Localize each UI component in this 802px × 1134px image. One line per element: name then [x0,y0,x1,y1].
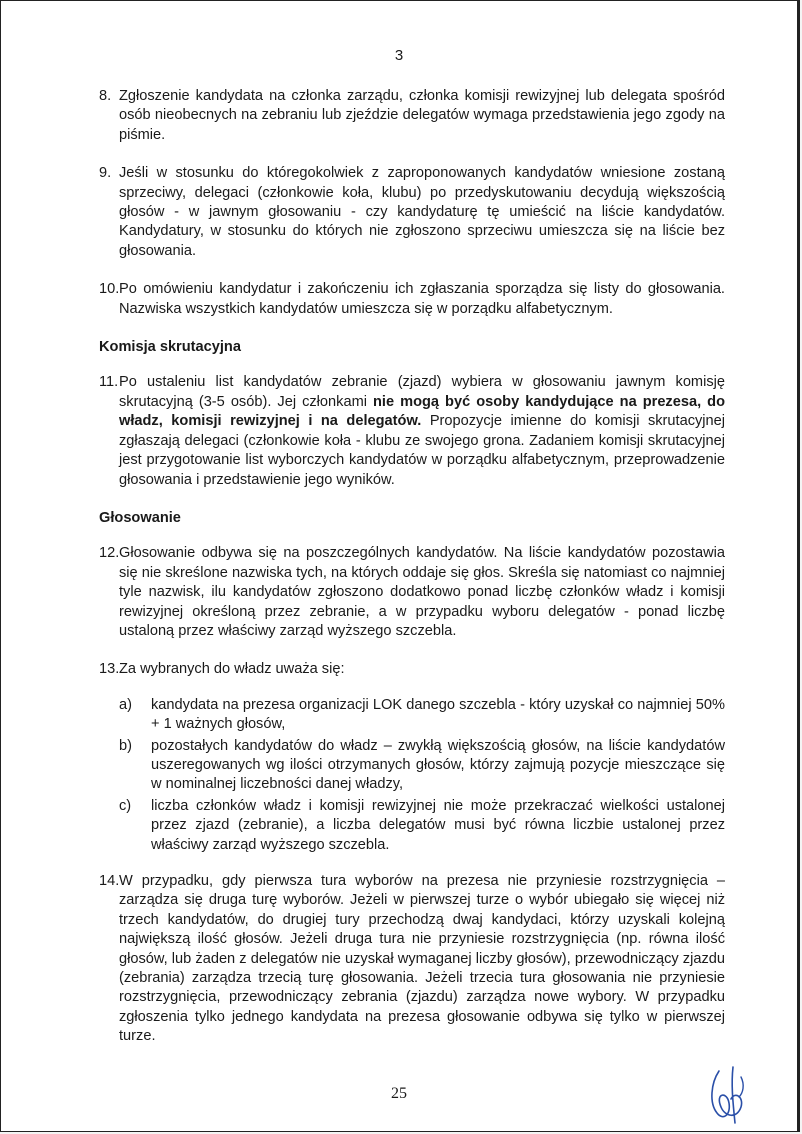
paragraph-text: Po ustaleniu list kandydatów zebranie (zjazd) wybiera w głosowaniu jawnym komisję skrutacyjną (3-5 osób). Jej członkami [119,374,725,410]
paragraph-bold-text: nie mogą być osoby kandydujące na prezesa, do władz, komisji rewizyjnej i na delegatów. [119,393,725,430]
sublist-text: liczba członków władz i komisji rewizyjnej nie może przekraczać wielkości ustalonej przez zjazd (zebranie), a liczba delegatów musi być równa liczbie ustalonej przez właściwy zarząd wyższego szczebla. [151,797,725,853]
paragraph-text: Jeśli w stosunku do któregokolwiek z zaproponowanych kandydatów wniesione zostaną sprzeciwy, delegaci (członkowie koła, klubu) po przedyskutowaniu decydują większością głosów - w jawnym głosowaniu - czy kandydaturę tę umieścić na liście kandydatów. Kandydatury, w stosunku do których nie zgłoszono sprzeciwu umieszcza się na liście bez głosowania. [119,165,725,259]
page-number-bottom: 25 [391,1085,407,1102]
paragraph-9 [99,164,725,261]
paragraph-number: 13. [99,661,120,678]
section-heading-komisja: Komisja skrutacyjna [99,339,241,356]
paragraph-13 [99,660,725,679]
sublist-letter: b) [119,737,132,754]
paragraph-number: 14. [99,873,120,889]
sublist-letter: a) [119,696,132,713]
paragraph-13-sublist [99,696,725,855]
sublist-text: pozostałych kandydatów do władz – zwykłą większością głosów, na liście kandydatów uszeregowanych wg ilości otrzymanych głosów, którzy zajmują pozycje mieszczące się w nominalnej liczebności danej władzy, [151,737,725,793]
paragraph-text: Po omówieniu kandydatur i zakończeniu ich zgłaszania sporządza się listy do głosowania. Nazwiska wszystkich kandydatów umieszcza się w porządku alfabetycznym. [119,281,725,317]
paragraph-text-continued: Propozycje imienne do komisji skrutacyjnej zgłaszają delegaci (członkowie koła - klubu ze swojego grona. Zadaniem komisji skrutacyjnej jest przygotowanie list wyborczych kandydatów w porządku alfabetycznym, przeprowadzenie głosowania i przedstawienie jego wyników. [119,413,726,488]
sublist-item-c [99,797,725,855]
paragraph-12 [99,544,725,641]
sublist-item-a [99,696,725,735]
paragraph-number: 9. [99,165,112,182]
paragraph-14 [99,872,725,1047]
paragraph-8 [99,87,725,145]
sublist-text: kandydata na prezesa organizacji LOK danego szczebla - który uzyskał co najmniej 50% + 1 ważnych głosów, [151,696,725,733]
document-body [99,87,725,1066]
paragraph-text: W przypadku, gdy pierwsza tura wyborów na prezesa nie przyniesie rozstrzygnięcia – zarządza się druga turę wyborów. Jeżeli w pierwszej turze o wybór ubiegało się więcej niż trzech kandydatów, do drugiej tury przechodzą dwaj kandydaci, którzy uzyskali kolejną największą ilość głosów. Jeżeli druga tura nie przyniesie rozstrzygnięcia (np. równa ilość głosów, lub żaden z delegatów nie uzyskał wymaganej liczby głosów), przewodniczący zjazdu (zebrania) zarządza trzecią turę głosowania. Jeżeli trzecia tura głosowania nie przyniesie rozstrzygnięcia, przewodniczący zebrania (zjazdu) zarządza nowe wybory. W przypadku zgłoszenia tylko jednego kandydata na prezesa głosowanie odbywa się tylko w pierwszej turze. [119,873,725,1045]
paragraph-number: 8. [99,88,112,104]
page-number-top: 3 [394,47,404,64]
sublist-letter: c) [119,797,132,814]
paragraph-number: 11. [99,374,119,391]
paragraph-text: Za wybranych do władz uważa się: [119,661,345,678]
section-heading-glosowanie: Głosowanie [99,509,181,526]
paragraph-number: 12. [99,545,120,562]
paragraph-10 [99,280,725,319]
paragraph-number: 10. [99,281,120,298]
sublist-item-b [99,737,725,795]
paragraph-text: Głosowanie odbywa się na poszczególnych kandydatów. Na liście kandydatów pozostawia się nie skreślone nazwiska tych, na których oddaje się głos. Skreśla się natomiast co najmniej tyle nazwisk, ilu kandydatów zgłoszono dodatkowo ponad liczbę członków władz i komisji rewizyjnej określoną przez zebranie, a w przypadku wyboru delegatów - ponad liczbę ustaloną przez właściwy zarząd wyższego szczebla. [119,545,725,639]
handwritten-signature [701,1063,761,1125]
paragraph-text: Zgłoszenie kandydata na członka zarządu, członka komisji rewizyjnej lub delegata spośród osób nieobecnych na zebraniu lub zjeździe delegatów wymaga przedstawienia jego zgody na piśmie. [119,88,725,143]
paragraph-11 [99,373,725,489]
